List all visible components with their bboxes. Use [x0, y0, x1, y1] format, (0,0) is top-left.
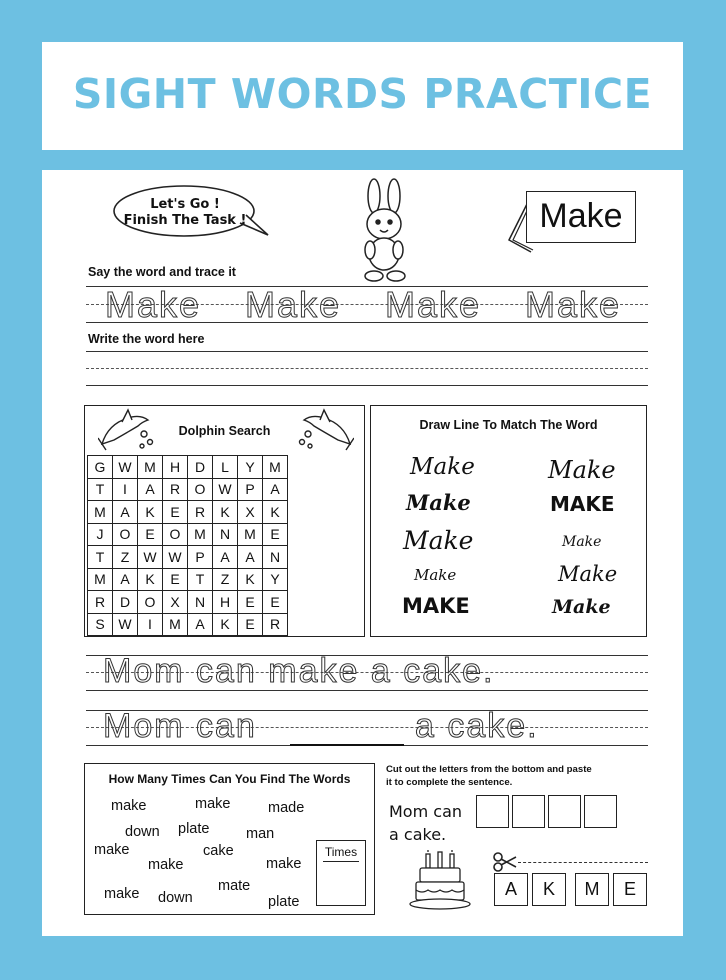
page-title: SIGHT WORDS PRACTICE	[72, 70, 653, 118]
grid-cell[interactable]: K	[213, 613, 238, 636]
count-word-13: down	[158, 890, 193, 906]
grid-row	[88, 568, 288, 591]
cake-icon	[408, 850, 472, 912]
grid-cell[interactable]: T	[88, 546, 113, 569]
cut-instruction-line2: it to complete the sentence.	[386, 777, 513, 788]
write-mid-line	[86, 368, 648, 369]
scissors-icon	[492, 852, 518, 872]
grid-cell[interactable]: M	[188, 523, 213, 546]
grid-cell[interactable]: D	[113, 591, 138, 614]
count-word-1: make	[111, 798, 147, 814]
grid-cell[interactable]: R	[188, 501, 213, 524]
grid-cell[interactable]: A	[188, 613, 213, 636]
match-left-3[interactable]: Make	[403, 526, 474, 555]
match-right-2[interactable]: MAKE	[550, 492, 615, 516]
word-card	[526, 191, 636, 243]
grid-cell[interactable]: Y	[238, 456, 263, 479]
write-base-line	[86, 385, 648, 386]
grid-cell[interactable]: O	[113, 523, 138, 546]
grid-cell[interactable]: Z	[113, 546, 138, 569]
grid-cell[interactable]: P	[238, 478, 263, 501]
match-left-1[interactable]: Make	[410, 454, 475, 480]
grid-cell[interactable]: O	[188, 478, 213, 501]
speech-bubble-text	[114, 197, 256, 229]
grid-cell[interactable]: A	[263, 478, 288, 501]
paste-square-4[interactable]	[584, 795, 617, 828]
letter-tile-1[interactable]: A	[494, 873, 528, 906]
grid-row	[88, 501, 288, 524]
grid-cell[interactable]: W	[163, 546, 188, 569]
grid-cell[interactable]: I	[113, 478, 138, 501]
match-left-5[interactable]: MAKE	[402, 594, 470, 618]
trace-word-3: Make	[385, 284, 482, 325]
grid-cell[interactable]: W	[113, 456, 138, 479]
bubble-line-2: Finish The Task !	[123, 213, 247, 228]
grid-cell[interactable]: J	[88, 523, 113, 546]
grid-cell[interactable]: O	[138, 591, 163, 614]
grid-cell[interactable]: N	[263, 546, 288, 569]
letter-tile-4[interactable]: E	[613, 873, 647, 906]
paste-square-1[interactable]	[476, 795, 509, 828]
grid-cell[interactable]: R	[163, 478, 188, 501]
cut-instruction	[386, 763, 592, 789]
grid-cell[interactable]: G	[88, 456, 113, 479]
count-word-6: man	[246, 826, 275, 842]
grid-row	[88, 546, 288, 569]
grid-cell[interactable]: M	[88, 501, 113, 524]
bunny-icon	[350, 178, 420, 286]
grid-cell[interactable]: K	[263, 501, 288, 524]
bubble-line-1: Let's Go !	[150, 197, 220, 212]
grid-cell[interactable]: X	[163, 591, 188, 614]
grid-cell[interactable]: A	[138, 478, 163, 501]
match-right-3[interactable]: Make	[562, 534, 602, 550]
header-banner	[42, 42, 683, 150]
grid-cell[interactable]: R	[88, 591, 113, 614]
count-word-9: make	[148, 857, 184, 873]
grid-cell[interactable]: N	[188, 591, 213, 614]
grid-cell[interactable]: E	[163, 501, 188, 524]
grid-cell[interactable]: E	[238, 591, 263, 614]
grid-cell[interactable]: P	[188, 546, 213, 569]
times-box[interactable]	[316, 840, 366, 906]
grid-cell[interactable]: O	[163, 523, 188, 546]
cut-sentence-line1: Mom can	[389, 802, 463, 821]
match-right-5[interactable]: Make	[552, 596, 611, 618]
grid-cell[interactable]: T	[188, 568, 213, 591]
grid-cell[interactable]: M	[163, 613, 188, 636]
grid-cell[interactable]: W	[138, 546, 163, 569]
grid-cell[interactable]: Z	[213, 568, 238, 591]
times-underline	[323, 861, 359, 862]
write-top-line	[86, 351, 648, 352]
grid-cell[interactable]: M	[138, 456, 163, 479]
grid-cell[interactable]: W	[213, 478, 238, 501]
count-word-14: plate	[268, 894, 300, 910]
grid-row	[88, 613, 288, 636]
sentence2-blank[interactable]	[290, 744, 404, 746]
grid-cell[interactable]: S	[88, 613, 113, 636]
grid-cell[interactable]: E	[163, 568, 188, 591]
cut-line	[518, 862, 648, 863]
grid-cell[interactable]: I	[138, 613, 163, 636]
trace-label: Say the word and trace it	[88, 265, 236, 279]
grid-cell[interactable]: A	[213, 546, 238, 569]
trace-word-4: Make	[525, 284, 622, 325]
match-right-4[interactable]: Make	[558, 562, 618, 586]
grid-cell[interactable]: L	[213, 456, 238, 479]
grid-row	[88, 591, 288, 614]
grid-cell[interactable]: H	[163, 456, 188, 479]
count-word-7: make	[94, 842, 130, 858]
grid-cell[interactable]: M	[238, 523, 263, 546]
grid-cell[interactable]: A	[113, 568, 138, 591]
sentence2-part2: a cake.	[415, 707, 539, 745]
letter-tile-3[interactable]: M	[575, 873, 609, 906]
cut-sentence	[389, 800, 462, 846]
match-left-4[interactable]: Make	[414, 566, 457, 584]
grid-cell[interactable]: K	[138, 568, 163, 591]
sentence2-part1: Mom can	[103, 707, 257, 745]
grid-cell[interactable]: E	[263, 591, 288, 614]
count-word-12: mate	[218, 878, 251, 894]
grid-cell[interactable]: E	[263, 523, 288, 546]
count-word-4: down	[125, 824, 160, 840]
grid-cell[interactable]: N	[213, 523, 238, 546]
count-word-3: made	[268, 800, 305, 816]
dolphin-search-title: Dolphin Search	[178, 424, 271, 438]
count-word-2: make	[195, 796, 231, 812]
grid-cell[interactable]: X	[238, 501, 263, 524]
grid-cell[interactable]: Y	[263, 568, 288, 591]
grid-cell[interactable]: E	[138, 523, 163, 546]
grid-cell[interactable]: H	[213, 591, 238, 614]
grid-cell[interactable]: R	[263, 613, 288, 636]
letter-tile-2[interactable]: K	[532, 873, 566, 906]
times-label: Times	[324, 845, 358, 859]
grid-cell[interactable]: T	[88, 478, 113, 501]
count-word-10: make	[266, 856, 302, 872]
grid-cell[interactable]: K	[213, 501, 238, 524]
grid-cell[interactable]: M	[88, 568, 113, 591]
grid-cell[interactable]: M	[263, 456, 288, 479]
trace-word-2: Make	[245, 284, 342, 325]
grid-row	[88, 523, 288, 546]
write-label: Write the word here	[88, 332, 205, 346]
match-right-1[interactable]: Make	[548, 456, 616, 484]
word-search-grid[interactable]	[87, 455, 288, 636]
paste-square-2[interactable]	[512, 795, 545, 828]
cut-instruction-line1: Cut out the letters from the bottom and paste	[386, 764, 592, 775]
count-word-8: cake	[203, 843, 234, 859]
match-left-2[interactable]: Make	[406, 490, 471, 515]
paste-square-3[interactable]	[548, 795, 581, 828]
count-word-5: plate	[178, 821, 210, 837]
grid-cell[interactable]: K	[138, 501, 163, 524]
cut-sentence-line2: a cake.	[389, 825, 447, 844]
count-word-11: make	[104, 886, 140, 902]
word-card-text: Make	[539, 197, 623, 235]
grid-row	[88, 456, 288, 479]
grid-cell[interactable]: K	[238, 568, 263, 591]
sentence1-trace: Mom can make a cake.	[103, 652, 495, 690]
grid-cell[interactable]: A	[113, 501, 138, 524]
trace-word-1: Make	[105, 284, 202, 325]
grid-row	[88, 478, 288, 501]
grid-cell[interactable]: E	[238, 613, 263, 636]
grid-cell[interactable]: W	[113, 613, 138, 636]
grid-cell[interactable]: D	[188, 456, 213, 479]
match-title: Draw Line To Match The Word	[419, 418, 598, 432]
count-title: How Many Times Can You Find The Words	[108, 772, 351, 786]
grid-cell[interactable]: A	[238, 546, 263, 569]
